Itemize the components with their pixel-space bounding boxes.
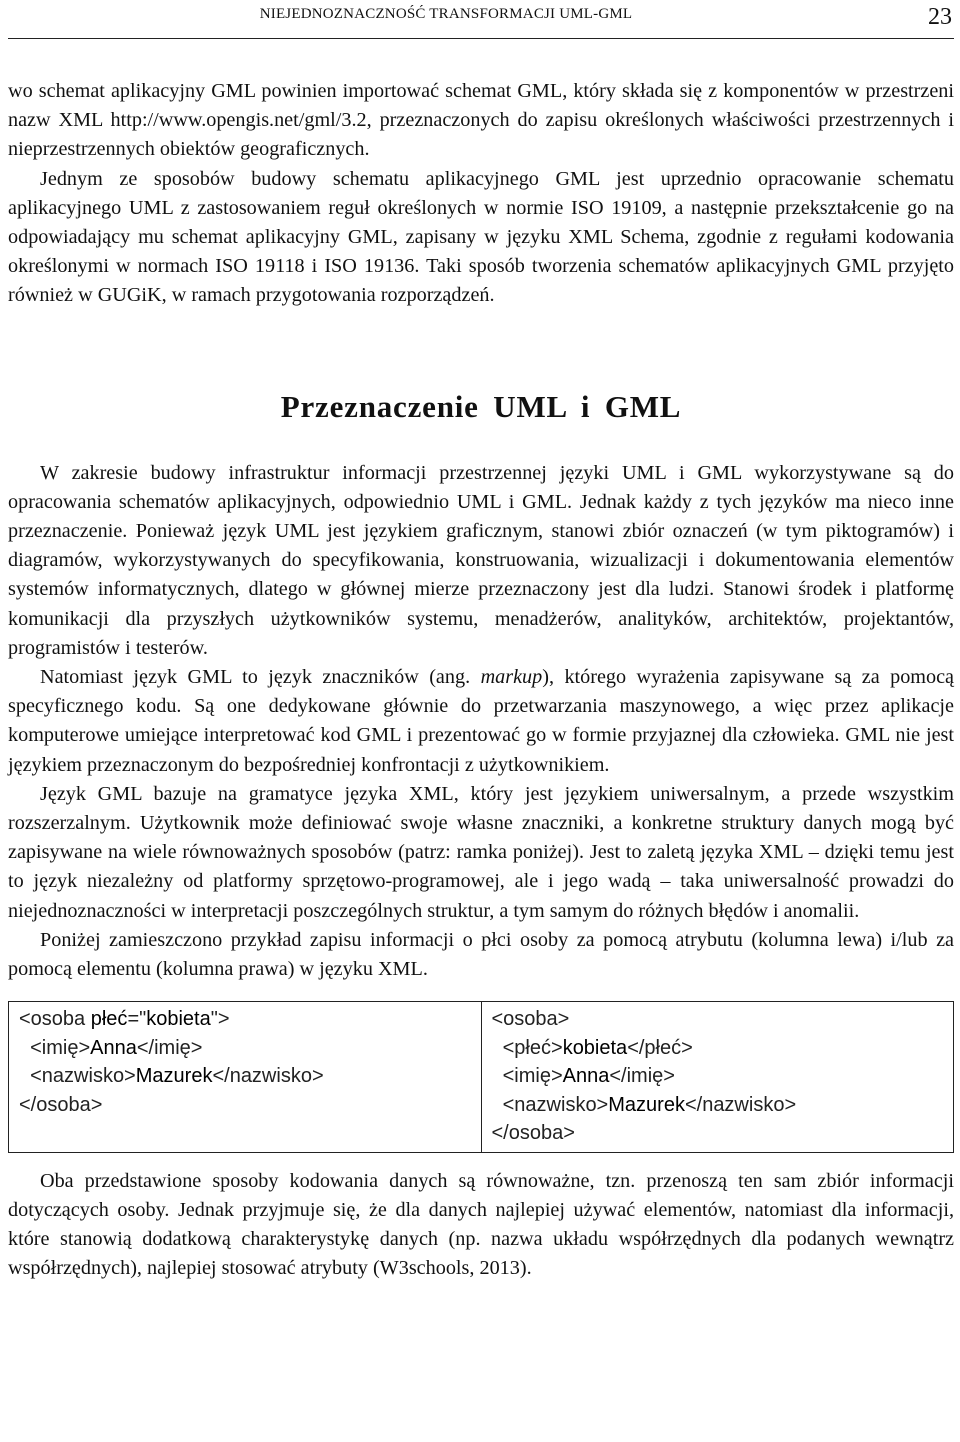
section-paragraph-2 (8, 663, 954, 780)
xml-indent (492, 1094, 503, 1116)
xml-tag: </płeć> (627, 1036, 693, 1059)
intro-section (8, 39, 954, 311)
xml-indent (19, 1065, 30, 1087)
xml-tag: </imię> (136, 1036, 203, 1059)
xml-code-line (19, 1091, 471, 1120)
xml-indent (492, 1065, 503, 1087)
running-header (8, 0, 954, 39)
xml-code-line (19, 1005, 471, 1034)
xml-code-line (19, 1062, 471, 1091)
xml-code-line (492, 1005, 944, 1034)
xml-tag: <płeć> (502, 1036, 563, 1059)
section-paragraph-4: Poniżej zamieszczono przykład zapisu informacji o płci osoby za pomocą atrybutu (kolumna lewa) i/lub za pomocą elementu (kolumna prawa) w języku XML. (8, 928, 954, 981)
document-page (8, 0, 954, 1284)
xml-tag: </nazwisko> (684, 1093, 797, 1116)
xml-tag: </osoba> (19, 1093, 103, 1116)
xml-attribute-column (9, 1002, 482, 1153)
xml-code-line (492, 1119, 944, 1148)
xml-tag: <imię> (502, 1065, 563, 1088)
intro-paragraph: Jednym ze sposobów budowy schematu aplikacyjnego GML jest uprzednio opracowanie schematu aplikacyjnego UML z zastosowaniem reguł określonych w normie ISO 19109, a następnie przekształcenie go na odpowiadający mu schemat aplikacyjny GML, zapisany w języku XML Schema, zgodnie z regułami kodowania określonymi w normach ISO 19118 i ISO 19136. Taki sposób tworzenia schematów aplikacyjnych GML przyjęto również w GUGiK, w ramach przygotowania rozporządzeń. (8, 167, 954, 307)
xml-value: kobieta (562, 1036, 628, 1059)
xml-tag: </nazwisko> (212, 1065, 324, 1088)
xml-value: Anna (562, 1065, 610, 1088)
paragraph-text: ), którego wyrażenia zapisywane są za pomocą specyficznego kodu. Są one dedykowane głównie do przetwarzania maszynowego, a więc przez aplikacje komputerowe umiejące interpretować kod GML i prezentować go w formie przyjaznej dla człowieka. GML nie jest językiem przeznaczonym do bezpośredniej konfrontacji z użytkownikiem. (8, 666, 955, 776)
italic-term: markup (480, 666, 543, 689)
page-number: 23 (928, 4, 952, 30)
xml-element-column (481, 1002, 954, 1153)
section-paragraph-3: Język GML bazuje na gramatyce języka XML, który jest językiem uniwersalnym, a przede wszystkim rozszerzalnym. Użytkownik może definiować swoje własne znaczniki, a konkretne struktury danych mogą być zapisywane na wiele równoważnych sposobów (patrz: ramka poniżej). Jest to zaletą języka XML – dzięki temu jest to język niezależny od platformy sprzętowo-programowej, ale i jego wadą – taka uniwersalność prowadzi do niejednoznaczności w interpretacji poszczególnych struktur, a tym samym do różnych błędów i anomalii. (8, 782, 954, 922)
xml-tag: <nazwisko> (30, 1065, 136, 1088)
xml-example-row (9, 1002, 954, 1153)
xml-value: kobieta (146, 1008, 211, 1031)
xml-code-line (492, 1091, 944, 1120)
xml-tag: <osoba (19, 1008, 91, 1031)
xml-indent (492, 1037, 503, 1059)
intro-continuation: wo schemat aplikacyjny GML powinien importować schemat GML, który składa się z komponentów w przestrzeni nazw XML http://www.opengis.net/gml/3.2, przeznaczonych do zapisu określonych właściwości przestrzennych i nieprzestrzennych obiektów geograficznych. (8, 80, 954, 161)
xml-value: Anna (90, 1036, 137, 1059)
xml-code-line (492, 1062, 944, 1091)
xml-tag: <nazwisko> (502, 1093, 609, 1116)
closing-paragraph: Oba przedstawione sposoby kodowania danych są równoważne, tzn. przenoszą ten sam zbiór informacji dotyczących osoby. Jednak przyjmuje się, że dla danych najlepiej używać elementów, natomiast dla informacji, które stanowią dodatkową charakterystykę danych (np. nazwa układu współrzędnych dla podanych wewnątrz współrzędnych), najlepiej stosować atrybuty (W3schools, 2013). (8, 1169, 954, 1280)
xml-indent (19, 1037, 30, 1059)
xml-value: Mazurek (608, 1093, 685, 1116)
paragraph-text: Natomiast język GML to język znaczników (ang. (40, 666, 481, 689)
xml-value: płeć (90, 1008, 128, 1031)
xml-tag: <imię> (30, 1036, 91, 1059)
closing-section (8, 1167, 954, 1284)
xml-tag: =" (127, 1008, 147, 1031)
xml-tag: <osoba> (491, 1008, 570, 1031)
xml-code-line (492, 1034, 944, 1063)
xml-code-line (19, 1034, 471, 1063)
xml-example-box (8, 1001, 954, 1153)
xml-value: Mazurek (135, 1065, 213, 1088)
xml-tag: </imię> (609, 1065, 675, 1088)
xml-tag: </osoba> (491, 1122, 575, 1145)
running-title: NIEJEDNOZNACZNOŚĆ TRANSFORMACJI UML-GML (259, 6, 633, 22)
section-title: Przeznaczenie UML i GML (280, 388, 682, 424)
xml-tag: "> (210, 1008, 230, 1031)
section-paragraph-1: W zakresie budowy infrastruktur informacji przestrzennej języki UML i GML wykorzystywane są do opracowania schematów aplikacyjnych, odpowiednio UML i GML. Jednak każdy z tych języków ma nieco inne przeznaczenie. Ponieważ język UML jest językiem graficznym, stanowi zbiór oznaczeń (w tym piktogramów) i diagramów, wykorzystywanych do specyfikowania, konstruowania, wizualizacji i dokumentowania elementów systemów informatycznych, dlatego w głównej mierze przeznaczony jest dla ludzi. Stanowi środek i platformę komunikacji dla przyszłych użytkowników systemu, menadżerów, analityków, architektów, projektantów, programistów i testerów. (8, 461, 954, 659)
section-body (8, 459, 954, 985)
